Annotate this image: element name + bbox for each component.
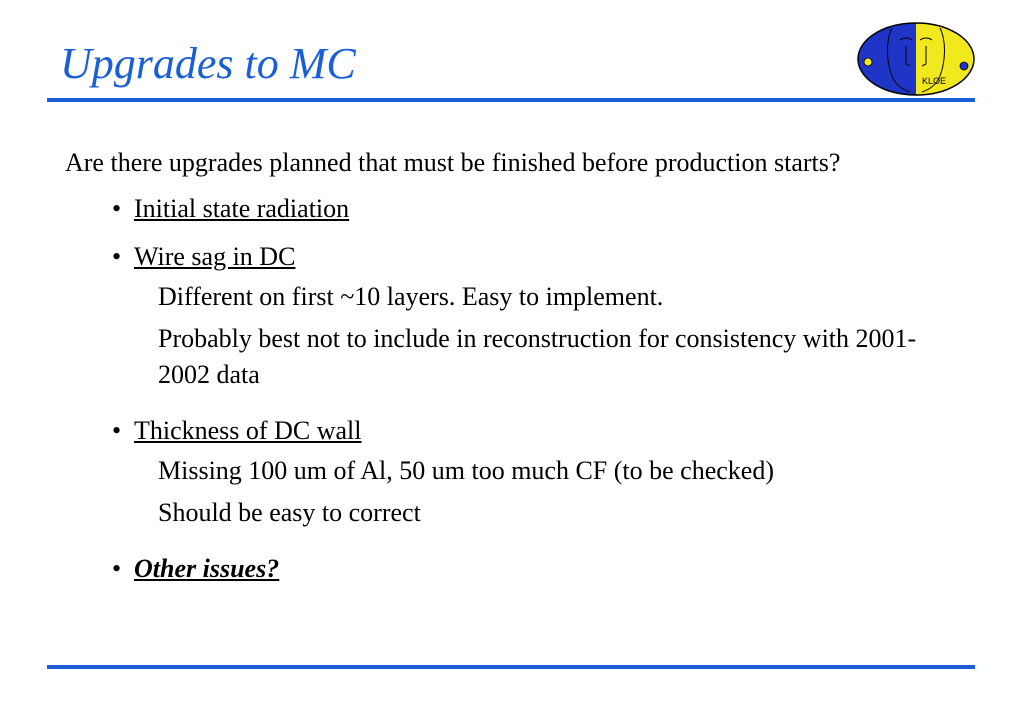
slide-body [65, 145, 965, 587]
bullet-marker: • [112, 242, 122, 271]
bullet-detail: Should be easy to correct [158, 498, 421, 527]
bullet-marker: • [112, 194, 122, 223]
bullet-detail: Probably best not to include in reconstruction for consistency with 2001-2002 data [158, 324, 917, 389]
bullet-detail: Different on first ~10 layers. Easy to implement. [158, 282, 664, 311]
bullet-item [112, 239, 965, 275]
bullet-label: Thickness of DC wall [134, 416, 362, 445]
logo-text: KLOE [921, 76, 947, 86]
bullet-label: Other issues? [134, 554, 280, 583]
bullet-detail: Missing 100 um of Al, 50 um too much CF (to be checked) [158, 456, 775, 485]
bullet-marker: • [112, 554, 122, 583]
top-divider [47, 98, 975, 102]
bullet-item [112, 413, 965, 449]
bullet-label: Initial state radiation [134, 194, 350, 223]
bottom-divider [47, 665, 975, 669]
bullet-label: Wire sag in DC [134, 242, 296, 271]
kloe-logo-icon [856, 20, 976, 98]
bullet-marker: • [112, 416, 122, 445]
intro-text: Are there upgrades planned that must be finished before production starts? [65, 148, 841, 177]
bullet-item [112, 191, 965, 227]
page-title: Upgrades to MC [60, 39, 356, 88]
bullet-item [112, 551, 965, 587]
